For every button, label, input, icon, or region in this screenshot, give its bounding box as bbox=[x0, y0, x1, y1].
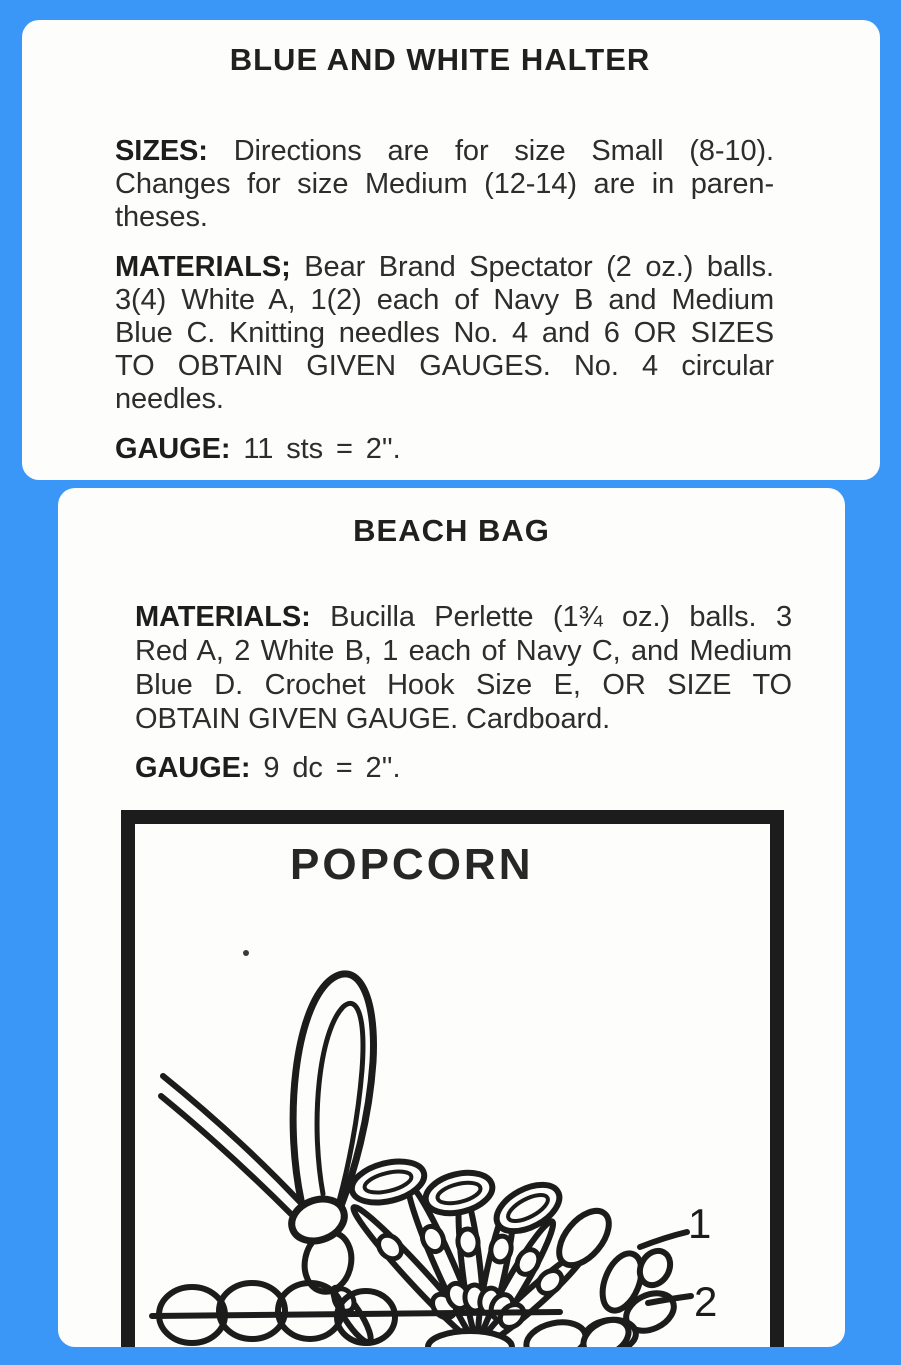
materials-paragraph bbox=[115, 251, 774, 416]
foundation-chain bbox=[428, 1331, 512, 1347]
yarn-strand bbox=[161, 1096, 293, 1216]
gauge-label: GAUGE: bbox=[115, 433, 231, 465]
text-run: Directions are for size Small (8-10). bbox=[233, 135, 774, 167]
beach-bag-pattern-card bbox=[58, 488, 845, 1347]
text-line: Blue C. Knitting needles No. 4 and 6 OR SIZES bbox=[115, 317, 774, 349]
text-line: needles. bbox=[115, 383, 224, 415]
chain-link bbox=[421, 1166, 496, 1219]
chain-link bbox=[550, 1202, 619, 1274]
foundation-line bbox=[152, 1312, 560, 1316]
materials-paragraph bbox=[135, 600, 792, 736]
pointer-line-1 bbox=[640, 1232, 687, 1247]
text-run: Bucilla Perlette (1¾ oz.) balls. 3 bbox=[330, 601, 792, 633]
materials-label: MATERIALS; bbox=[115, 251, 291, 283]
beach-bag-title: BEACH BAG bbox=[353, 513, 550, 548]
text-run: 9 dc = 2''. bbox=[263, 752, 401, 784]
sizes-paragraph bbox=[115, 135, 774, 234]
text-line: Red A, 2 White B, 1 each of Navy C, and Medium bbox=[135, 635, 792, 667]
text-line: theses. bbox=[115, 201, 208, 233]
text-run: 11 sts = 2''. bbox=[243, 433, 401, 465]
text-line: Changes for size Medium (12-14) are in paren- bbox=[115, 168, 774, 200]
text-line bbox=[115, 135, 774, 168]
text-line bbox=[135, 600, 792, 634]
materials-label: MATERIALS: bbox=[135, 601, 311, 633]
popcorn-diagram-title: POPCORN bbox=[290, 840, 534, 889]
gauge-line bbox=[115, 433, 774, 466]
stitch-bead bbox=[457, 1228, 480, 1256]
text-line bbox=[115, 433, 774, 466]
text-line: TO OBTAIN GIVEN GAUGES. No. 4 circular bbox=[115, 350, 774, 382]
halter-title: BLUE AND WHITE HALTER bbox=[229, 42, 651, 77]
text-run: Bear Brand Spectator (2 oz.) balls. bbox=[304, 251, 774, 283]
text-line: OBTAIN GIVEN GAUGE. Cardboard. bbox=[135, 703, 611, 735]
gauge-line bbox=[135, 751, 792, 785]
chain-link bbox=[489, 1175, 567, 1240]
text-line: 3(4) White A, 1(2) each of Navy B and Medium bbox=[115, 284, 774, 316]
stitch-label-1: 1 bbox=[688, 1200, 712, 1247]
yarn-strand bbox=[163, 1076, 300, 1202]
foundation-chain bbox=[523, 1317, 589, 1347]
text-line bbox=[135, 751, 792, 785]
text-line bbox=[115, 251, 774, 284]
ink-speck bbox=[243, 950, 249, 956]
text-line: Blue D. Crochet Hook Size E, OR SIZE TO bbox=[135, 669, 792, 701]
stitch-bead bbox=[419, 1223, 448, 1255]
halter-pattern-card bbox=[22, 20, 880, 480]
stitch-label-2: 2 bbox=[694, 1278, 718, 1325]
sizes-label: SIZES: bbox=[115, 135, 208, 167]
gauge-label: GAUGE: bbox=[135, 752, 251, 784]
